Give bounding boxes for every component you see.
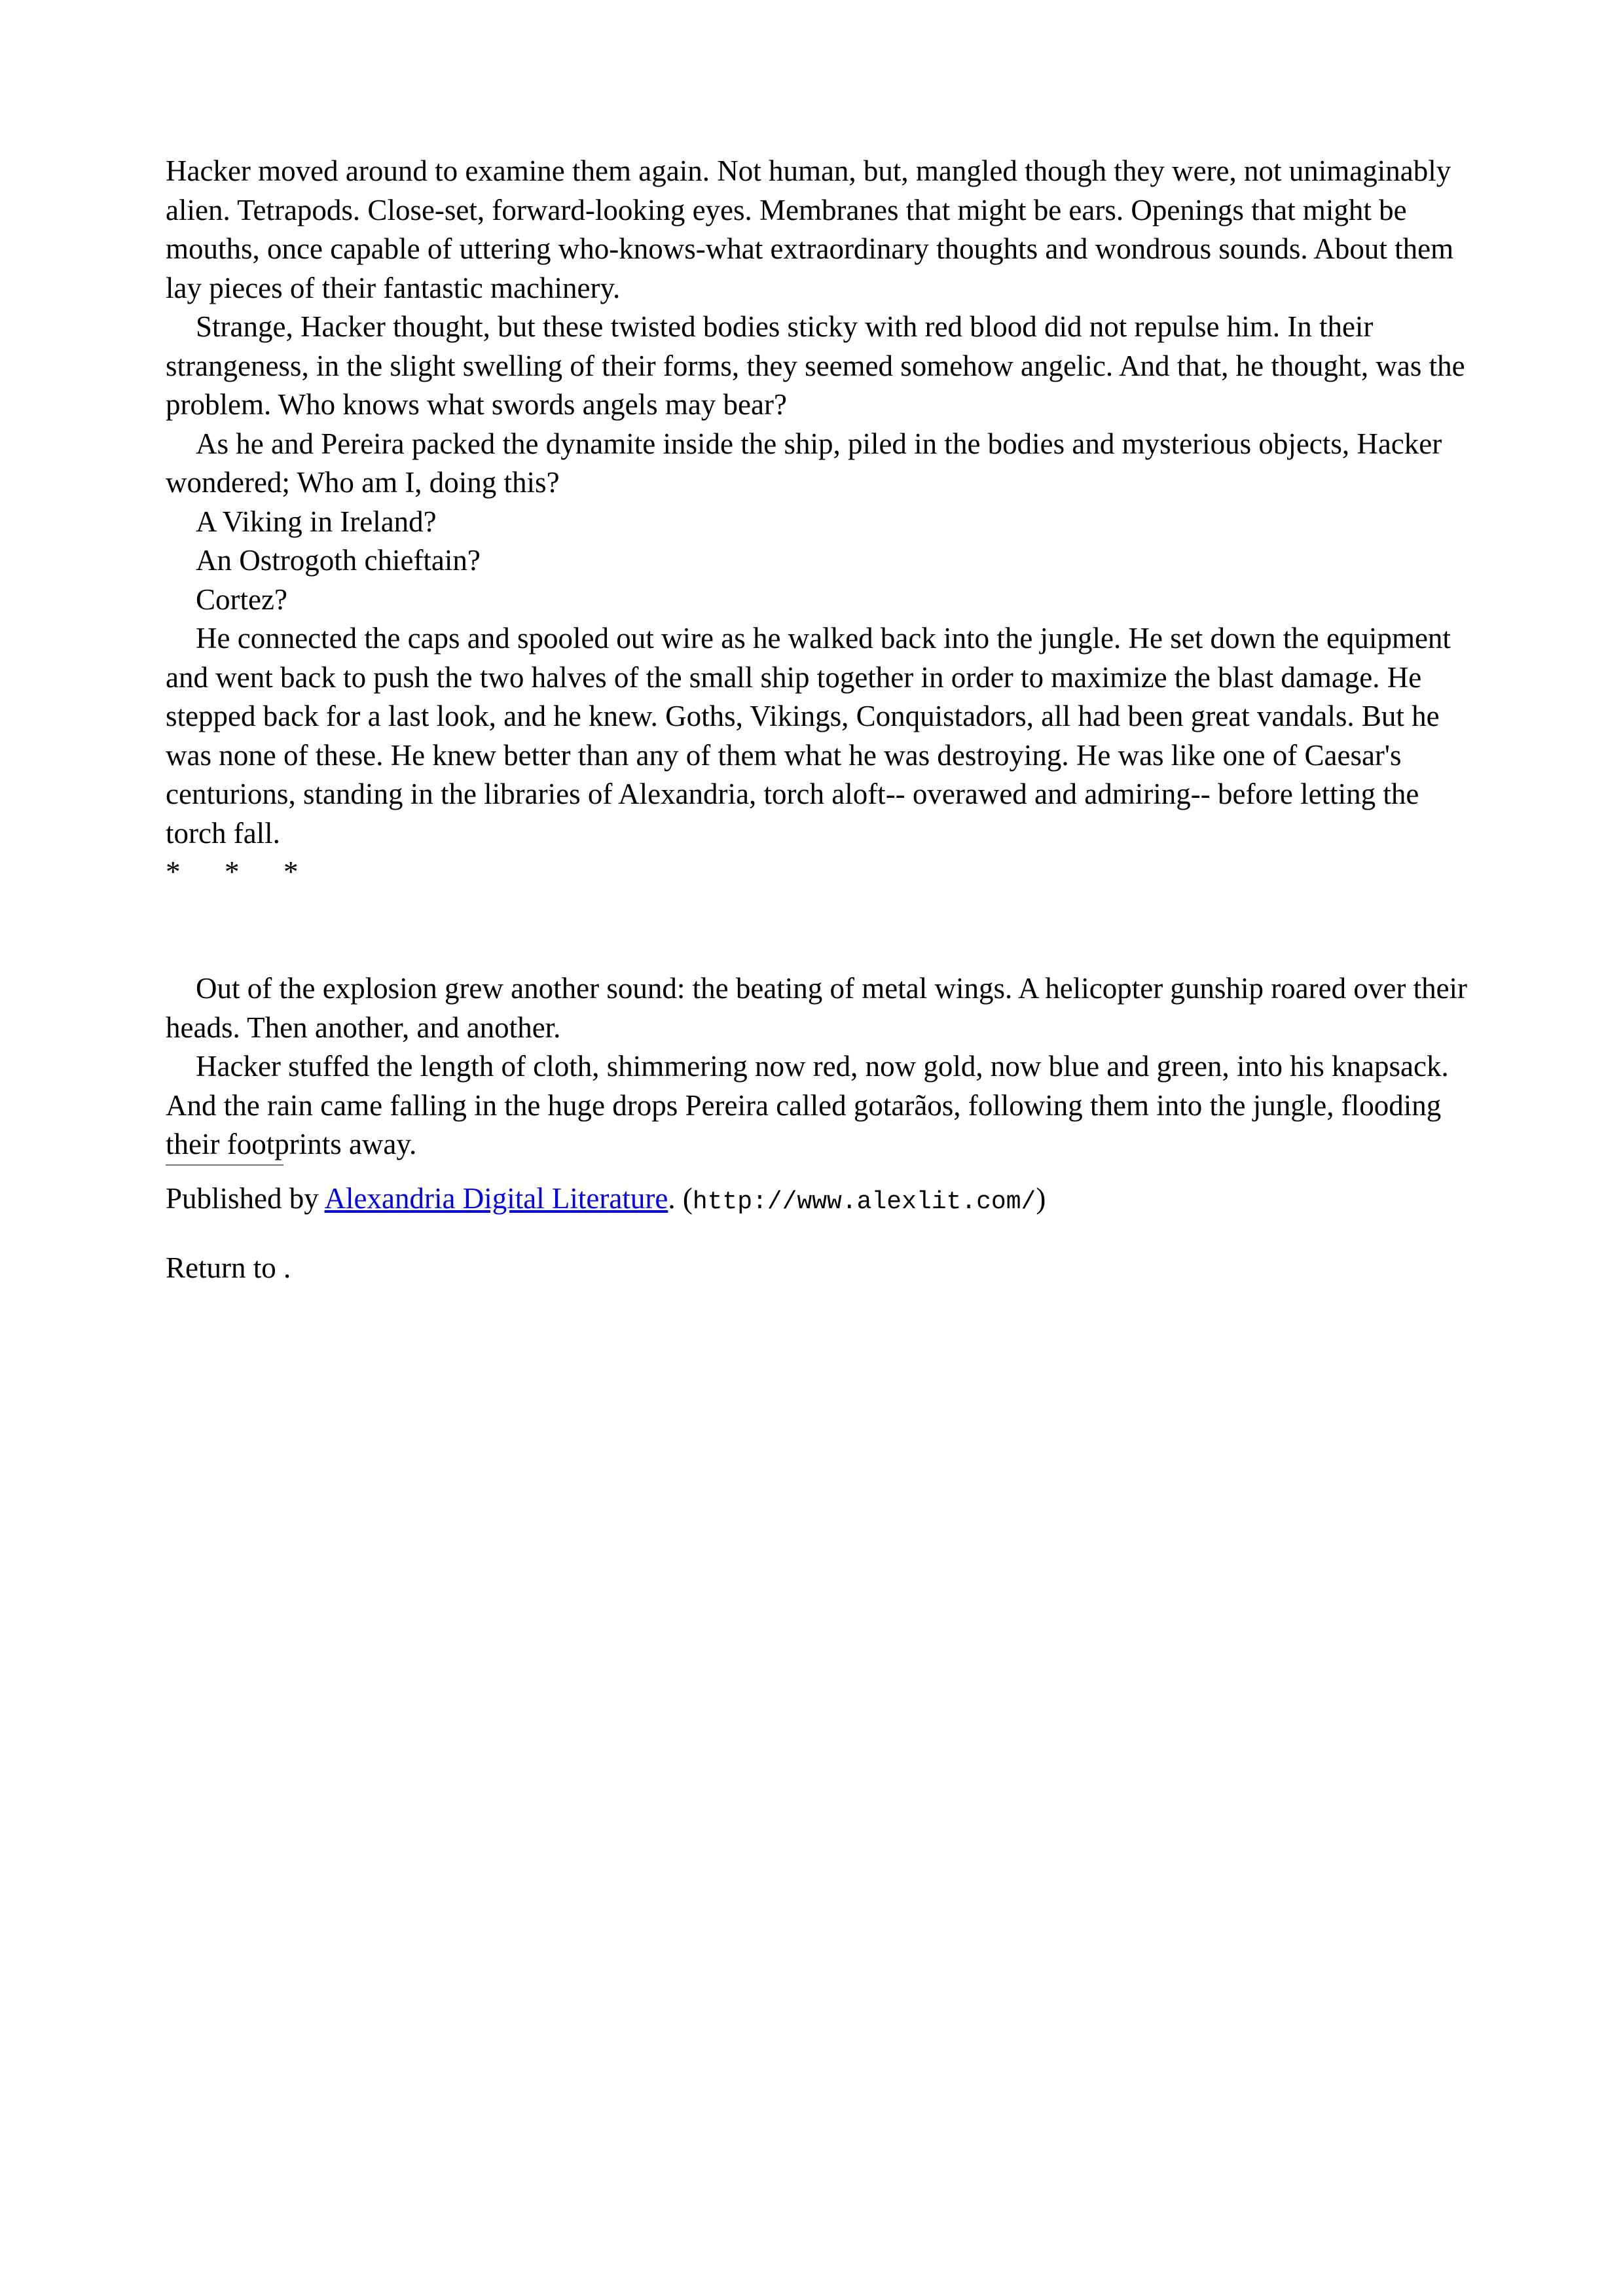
document-page xyxy=(166,152,1468,1287)
story-paragraph: Strange, Hacker thought, but these twisted bodies sticky with red blood did not repulse him. In their strangeness, in the slight swelling of their forms, they seemed somehow angelic. And that, he thought, was the problem. Who knows what swords angels may bear? xyxy=(166,310,1465,421)
story-paragraph: Out of the explosion grew another sound: the beating of metal wings. A helicopter gunship roared over their heads. Then another, and another. xyxy=(166,972,1468,1044)
scene-break: * * * xyxy=(166,855,299,888)
publisher-link[interactable]: Alexandria Digital Literature xyxy=(324,1181,668,1215)
published-separator: . ( xyxy=(668,1181,693,1215)
published-close: ) xyxy=(1036,1181,1046,1215)
story-paragraph: An Ostrogoth chieftain? xyxy=(196,544,481,577)
story-paragraph: A Viking in Ireland? xyxy=(196,505,437,538)
story-paragraph: Hacker stuffed the length of cloth, shimmering now red, now gold, now blue and green, into his knapsack. And the rain came falling in the huge drops Pereira called gotarãos, following them into the jungle, flooding their footprints away. xyxy=(166,1050,1449,1160)
publisher-url: http://www.alexlit.com/ xyxy=(692,1187,1036,1216)
footnote-divider xyxy=(166,1164,283,1166)
section-spacer xyxy=(166,892,1468,969)
published-prefix: Published by xyxy=(166,1181,325,1215)
story-paragraph: Hacker moved around to examine them again. Not human, but, mangled though they were, not unimaginably alien. Tetrapods. Close-set, forward-looking eyes. Membranes that might be ears. Openings that might be mouths, once capable of uttering who-knows-what extraordinary thoughts and wondrous sounds. About them lay pieces of their fantastic machinery. xyxy=(166,154,1454,304)
story-paragraph: He connected the caps and spooled out wire as he walked back into the jungle. He set down the equipment and went back to push the two halves of the small ship together in order to maximize the blast damage. He stepped back for a last look, and he knew. Goths, Vikings, Conquistadors, all had been great vandals. But he was none of these. He knew better than any of them what he was destroying. He was like one of Caesar's centurions, standing in the libraries of Alexandria, torch aloft-- overawed and admiring-- before letting the torch fall. xyxy=(166,622,1451,850)
published-line xyxy=(166,1179,1468,1222)
return-line: Return to . xyxy=(166,1251,291,1284)
story-paragraph: As he and Pereira packed the dynamite inside the ship, piled in the bodies and mysterious objects, Hacker wondered; Who am I, doing this? xyxy=(166,427,1442,499)
story-paragraph: Cortez? xyxy=(196,583,287,616)
